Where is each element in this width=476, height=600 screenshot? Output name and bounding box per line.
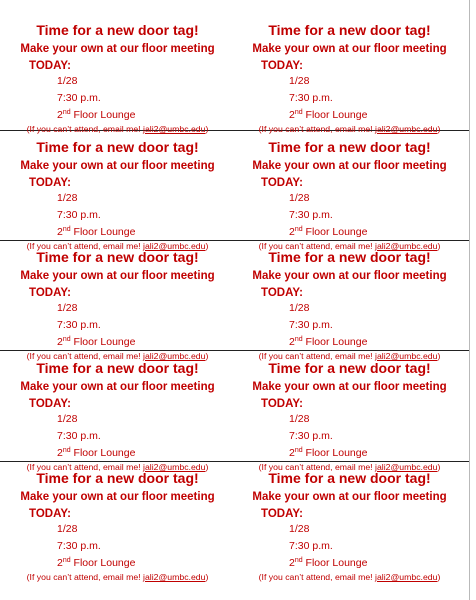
flyer-title: Time for a new door tag! [268, 249, 431, 265]
event-date: 1/28 [57, 75, 78, 87]
event-time: 7:30 p.m. [57, 540, 101, 552]
flyer-title: Time for a new door tag! [268, 22, 431, 38]
contact-note [232, 124, 467, 135]
today-label: TODAY: [261, 508, 303, 520]
location-ordinal: nd [294, 447, 303, 454]
event-date: 1/28 [289, 192, 310, 204]
today-label: TODAY: [29, 398, 71, 410]
location-ordinal: nd [294, 226, 303, 233]
contact-note-prefix: (If you can’t attend, email me! [26, 572, 144, 582]
location-name: Floor Lounge [302, 557, 368, 569]
contact-note-prefix: (If you can’t attend, email me! [258, 351, 376, 361]
today-label: TODAY: [261, 60, 303, 72]
location-number: 2 [57, 226, 63, 238]
location-name: Floor Lounge [302, 336, 368, 348]
event-date: 1/28 [57, 302, 78, 314]
event-location [57, 336, 135, 349]
today-label: TODAY: [261, 287, 303, 299]
flyer-subtitle: Make your own at our floor meeting [20, 160, 215, 172]
flyer-subtitle: Make your own at our floor meeting [20, 491, 215, 503]
location-number: 2 [289, 226, 295, 238]
contact-note-suffix: ) [205, 351, 209, 361]
event-time: 7:30 p.m. [289, 319, 333, 331]
location-name: Floor Lounge [302, 447, 368, 459]
event-time: 7:30 p.m. [289, 430, 333, 442]
location-ordinal: nd [294, 109, 303, 116]
contact-note-prefix: (If you can’t attend, email me! [258, 241, 376, 251]
event-location [289, 447, 367, 460]
location-ordinal: nd [62, 557, 71, 564]
door-tag-flyer [0, 466, 235, 582]
flyer-row [0, 356, 469, 472]
flyer-subtitle: Make your own at our floor meeting [252, 270, 447, 282]
event-time: 7:30 p.m. [289, 92, 333, 104]
contact-note-suffix: ) [205, 241, 209, 251]
location-name: Floor Lounge [70, 557, 136, 569]
door-tag-flyer [232, 135, 467, 251]
door-tag-flyer [232, 18, 467, 134]
event-time: 7:30 p.m. [57, 430, 101, 442]
location-name: Floor Lounge [302, 109, 368, 121]
location-number: 2 [289, 557, 295, 569]
flyer-subtitle: Make your own at our floor meeting [20, 270, 215, 282]
contact-note-prefix: (If you can’t attend, email me! [26, 462, 144, 472]
contact-note-suffix: ) [437, 241, 441, 251]
event-date: 1/28 [57, 523, 78, 535]
location-ordinal: nd [62, 109, 71, 116]
event-location [57, 557, 135, 570]
door-tag-flyer [232, 356, 467, 472]
flyer-row [0, 135, 469, 251]
contact-note [0, 572, 235, 583]
location-number: 2 [289, 109, 295, 121]
location-name: Floor Lounge [70, 447, 136, 459]
event-location [289, 557, 367, 570]
location-number: 2 [57, 109, 63, 121]
flyer-subtitle: Make your own at our floor meeting [252, 381, 447, 393]
flyer-title: Time for a new door tag! [36, 139, 199, 155]
flyer-subtitle: Make your own at our floor meeting [252, 43, 447, 55]
event-date: 1/28 [289, 413, 310, 425]
door-tag-flyer [0, 356, 235, 472]
email-link[interactable]: jali2@umbc.edu [143, 351, 206, 361]
contact-note [232, 572, 467, 583]
event-location [289, 226, 367, 239]
contact-note-prefix: (If you can’t attend, email me! [26, 124, 144, 134]
door-tag-flyer [232, 466, 467, 582]
location-ordinal: nd [62, 336, 71, 343]
contact-note-suffix: ) [205, 572, 209, 582]
today-label: TODAY: [29, 287, 71, 299]
flyer-title: Time for a new door tag! [268, 139, 431, 155]
location-number: 2 [57, 336, 63, 348]
email-link[interactable]: jali2@umbc.edu [375, 351, 438, 361]
contact-note [0, 124, 235, 135]
flyer-title: Time for a new door tag! [268, 470, 431, 486]
flyer-title: Time for a new door tag! [36, 470, 199, 486]
location-name: Floor Lounge [302, 226, 368, 238]
email-link[interactable]: jali2@umbc.edu [143, 124, 206, 134]
email-link[interactable]: jali2@umbc.edu [375, 572, 438, 582]
email-link[interactable]: jali2@umbc.edu [143, 241, 206, 251]
location-number: 2 [289, 336, 295, 348]
event-time: 7:30 p.m. [57, 92, 101, 104]
event-time: 7:30 p.m. [289, 209, 333, 221]
email-link[interactable]: jali2@umbc.edu [375, 241, 438, 251]
email-link[interactable]: jali2@umbc.edu [143, 462, 206, 472]
location-ordinal: nd [62, 447, 71, 454]
flyer-subtitle: Make your own at our floor meeting [20, 381, 215, 393]
contact-note-suffix: ) [205, 124, 209, 134]
location-number: 2 [289, 447, 295, 459]
contact-note-suffix: ) [437, 462, 441, 472]
event-date: 1/28 [289, 523, 310, 535]
event-time: 7:30 p.m. [57, 319, 101, 331]
contact-note-prefix: (If you can’t attend, email me! [258, 572, 376, 582]
location-name: Floor Lounge [70, 109, 136, 121]
door-tag-flyer [232, 245, 467, 361]
event-location [57, 447, 135, 460]
today-label: TODAY: [29, 508, 71, 520]
flyer-subtitle: Make your own at our floor meeting [20, 43, 215, 55]
flyer-title: Time for a new door tag! [268, 360, 431, 376]
event-location [57, 109, 135, 122]
event-date: 1/28 [289, 302, 310, 314]
email-link[interactable]: jali2@umbc.edu [143, 572, 206, 582]
flyer-subtitle: Make your own at our floor meeting [252, 160, 447, 172]
event-date: 1/28 [289, 75, 310, 87]
location-ordinal: nd [294, 336, 303, 343]
contact-note-suffix: ) [205, 462, 209, 472]
today-label: TODAY: [261, 398, 303, 410]
today-label: TODAY: [29, 177, 71, 189]
today-label: TODAY: [261, 177, 303, 189]
contact-note-prefix: (If you can’t attend, email me! [258, 124, 376, 134]
flyer-row [0, 245, 469, 361]
event-date: 1/28 [57, 192, 78, 204]
contact-note-prefix: (If you can’t attend, email me! [26, 241, 144, 251]
door-tag-flyer [0, 18, 235, 134]
location-ordinal: nd [294, 557, 303, 564]
contact-note-suffix: ) [437, 124, 441, 134]
email-link[interactable]: jali2@umbc.edu [375, 462, 438, 472]
event-time: 7:30 p.m. [289, 540, 333, 552]
location-ordinal: nd [62, 226, 71, 233]
flyer-row [0, 466, 469, 582]
page-edge [469, 0, 470, 600]
location-number: 2 [57, 447, 63, 459]
event-date: 1/28 [57, 413, 78, 425]
flyer-title: Time for a new door tag! [36, 249, 199, 265]
event-location [57, 226, 135, 239]
location-name: Floor Lounge [70, 336, 136, 348]
contact-note-prefix: (If you can’t attend, email me! [258, 462, 376, 472]
event-location [289, 109, 367, 122]
flyer-title: Time for a new door tag! [36, 22, 199, 38]
flyer-subtitle: Make your own at our floor meeting [252, 491, 447, 503]
location-number: 2 [57, 557, 63, 569]
contact-note-prefix: (If you can’t attend, email me! [26, 351, 144, 361]
event-time: 7:30 p.m. [57, 209, 101, 221]
contact-note-suffix: ) [437, 351, 441, 361]
event-location [289, 336, 367, 349]
today-label: TODAY: [29, 60, 71, 72]
door-tag-flyer [0, 245, 235, 361]
flyer-row [0, 18, 469, 134]
flyer-title: Time for a new door tag! [36, 360, 199, 376]
door-tag-flyer [0, 135, 235, 251]
contact-note-suffix: ) [437, 572, 441, 582]
email-link[interactable]: jali2@umbc.edu [375, 124, 438, 134]
location-name: Floor Lounge [70, 226, 136, 238]
